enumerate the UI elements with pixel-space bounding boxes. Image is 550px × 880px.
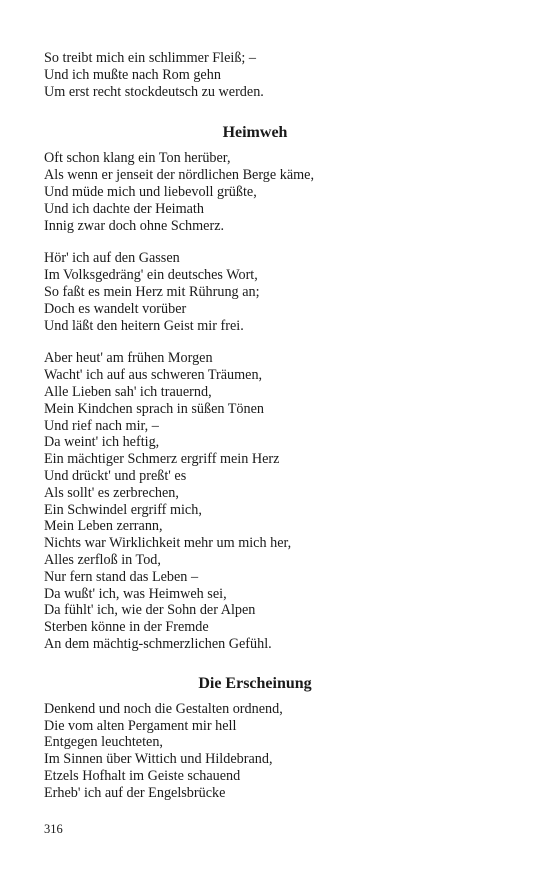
verse-line: Sterben könne in der Fremde xyxy=(44,619,209,636)
verse-line: Und läßt den heitern Geist mir frei. xyxy=(44,317,244,334)
verse-line: Mein Kindchen sprach in süßen Tönen xyxy=(44,400,264,417)
verse-line: Als wenn er jenseit der nördlichen Berge käme, xyxy=(44,167,314,184)
verse-line: Nichts war Wirklichkeit mehr um mich her, xyxy=(44,535,292,552)
verse-line: Da wußt' ich, was Heimweh sei, xyxy=(44,585,227,602)
verse-line: Und ich dachte der Heimath xyxy=(44,200,204,217)
verse-line: An dem mächtig-schmerzlichen Gefühl. xyxy=(44,635,272,652)
page-number: 316 xyxy=(44,822,63,836)
verse-line: So faßt es mein Herz mit Rührung an; xyxy=(44,283,260,300)
verse-line: Hör' ich auf den Gassen xyxy=(44,250,180,267)
verse-line: Ein Schwindel ergriff mich, xyxy=(44,501,202,518)
verse-line: Etzels Hofhalt im Geiste schauend xyxy=(44,767,241,784)
page-content xyxy=(44,50,514,801)
verse-line: Alles zerfloß in Tod, xyxy=(44,551,161,568)
verse-line: Mein Leben zerrann, xyxy=(44,518,163,535)
verse-line: So treibt mich ein schlimmer Fleiß; – xyxy=(44,50,256,66)
verse-line: Und drückt' und preßt' es xyxy=(44,467,187,484)
verse-line: Und ich mußte nach Rom gehn xyxy=(44,66,221,83)
verse-line: Entgegen leuchteten, xyxy=(44,734,163,751)
verse-line: Erheb' ich auf der Engelsbrücke xyxy=(44,784,226,801)
verse-line: Innig zwar doch ohne Schmerz. xyxy=(44,217,225,234)
verse-line: Oft schon klang ein Ton herüber, xyxy=(44,150,231,167)
verse-line: Da weint' ich heftig, xyxy=(44,434,160,451)
verse-line: Und müde mich und liebevoll grüßte, xyxy=(44,183,257,200)
verse-line: Im Sinnen über Wittich und Hildebrand, xyxy=(44,751,273,768)
poem-title-erscheinung: Die Erscheinung xyxy=(198,674,312,692)
poem-title-heimweh: Heimweh xyxy=(222,124,288,142)
heimweh-stanza-1 xyxy=(44,150,514,234)
verse-line: Doch es wandelt vorüber xyxy=(44,300,187,317)
verse-line: Wacht' ich auf aus schweren Träumen, xyxy=(44,367,263,384)
heimweh-stanza-2 xyxy=(44,250,514,334)
verse-line: Nur fern stand das Leben – xyxy=(44,568,199,585)
verse-line: Aber heut' am frühen Morgen xyxy=(44,350,213,367)
verse-line: Als sollt' es zerbrechen, xyxy=(44,484,179,501)
erscheinung-stanza-1 xyxy=(44,701,514,802)
heimweh-stanza-3 xyxy=(44,350,514,652)
verse-line: Um erst recht stockdeutsch zu werden. xyxy=(44,83,264,100)
verse-line: Und rief nach mir, – xyxy=(44,417,159,434)
verse-line: Denkend und noch die Gestalten ordnend, xyxy=(44,700,283,717)
verse-line: Alle Lieben sah' ich trauernd, xyxy=(44,383,212,400)
verse-line: Da fühlt' ich, wie der Sohn der Alpen xyxy=(44,602,256,619)
opening-stanza xyxy=(44,50,514,100)
verse-line: Im Volksgedräng' ein deutsches Wort, xyxy=(44,267,258,284)
verse-line: Die vom alten Pergament mir hell xyxy=(44,717,237,734)
verse-line: Ein mächtiger Schmerz ergriff mein Herz xyxy=(44,451,280,468)
